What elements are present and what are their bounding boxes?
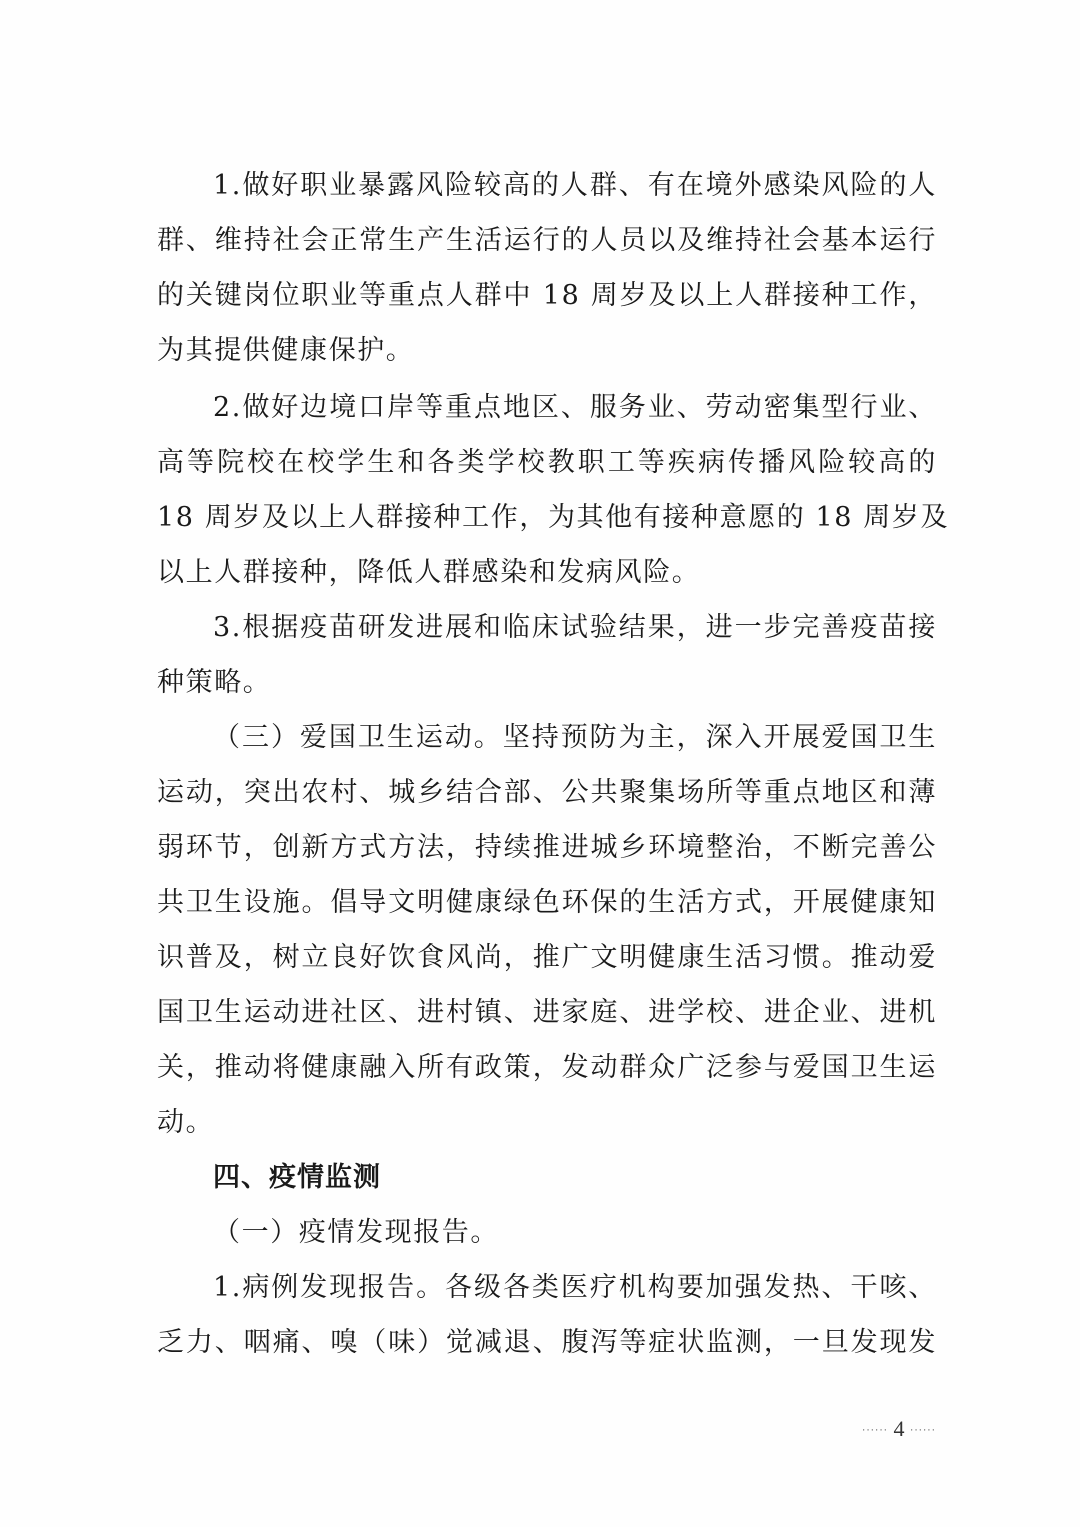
paragraph-5-line-2: 乏力、咽痛、嗅（味）觉减退、腹泻等症状监测，一旦发现发: [157, 1327, 937, 1358]
paragraph-4-line-8: 动。: [157, 1107, 215, 1138]
paragraph-2-line-2: 高等院校在校学生和各类学校教职工等疾病传播风险较高的: [157, 447, 937, 478]
paragraph-2-line-3: 18 周岁及以上人群接种工作，为其他有接种意愿的 18 周岁及: [157, 502, 950, 533]
paragraph-1-line-1: 1.做好职业暴露风险较高的人群、有在境外感染风险的人: [213, 170, 937, 201]
paragraph-3-line-2: 种策略。: [157, 667, 272, 698]
footer-dash-left: ······: [862, 1425, 888, 1437]
paragraph-4-line-5: 识普及，树立良好饮食风尚，推广文明健康生活习惯。推动爱: [157, 942, 937, 973]
paragraph-4-line-2: 运动，突出农村、城乡结合部、公共聚集场所等重点地区和薄: [157, 777, 937, 808]
paragraph-5-line-1: 1.病例发现报告。各级各类医疗机构要加强发热、干咳、: [213, 1272, 937, 1303]
paragraph-1-line-3: 的关键岗位职业等重点人群中 18 周岁及以上人群接种工作，: [157, 280, 937, 311]
page-number: 4: [893, 1416, 905, 1441]
paragraph-4-line-6: 国卫生运动进社区、进村镇、进家庭、进学校、进企业、进机: [157, 997, 937, 1028]
paragraph-4-line-1: （三）爱国卫生运动。坚持预防为主，深入开展爱国卫生: [213, 722, 937, 753]
paragraph-1-line-2: 群、维持社会正常生产生活运行的人员以及维持社会基本运行: [157, 225, 937, 256]
paragraph-4-line-7: 关，推动将健康融入所有政策，发动群众广泛参与爱国卫生运: [157, 1052, 937, 1083]
paragraph-4-line-3: 弱环节，创新方式方法，持续推进城乡环境整治，不断完善公: [157, 832, 937, 863]
paragraph-2-line-4: 以上人群接种，降低人群感染和发病风险。: [157, 557, 701, 588]
subsection-heading: （一）疫情发现报告。: [213, 1217, 499, 1248]
page-footer: [862, 1416, 936, 1442]
paragraph-3-line-1: 3.根据疫苗研发进展和临床试验结果，进一步完善疫苗接: [213, 612, 937, 643]
section-heading: 四、疫情监测: [213, 1162, 381, 1193]
footer-dash-right: ······: [909, 1425, 936, 1437]
paragraph-1-line-4: 为其提供健康保护。: [157, 335, 415, 366]
paragraph-4-line-4: 共卫生设施。倡导文明健康绿色环保的生活方式，开展健康知: [157, 887, 937, 918]
paragraph-2-line-1: 2.做好边境口岸等重点地区、服务业、劳动密集型行业、: [213, 392, 937, 423]
